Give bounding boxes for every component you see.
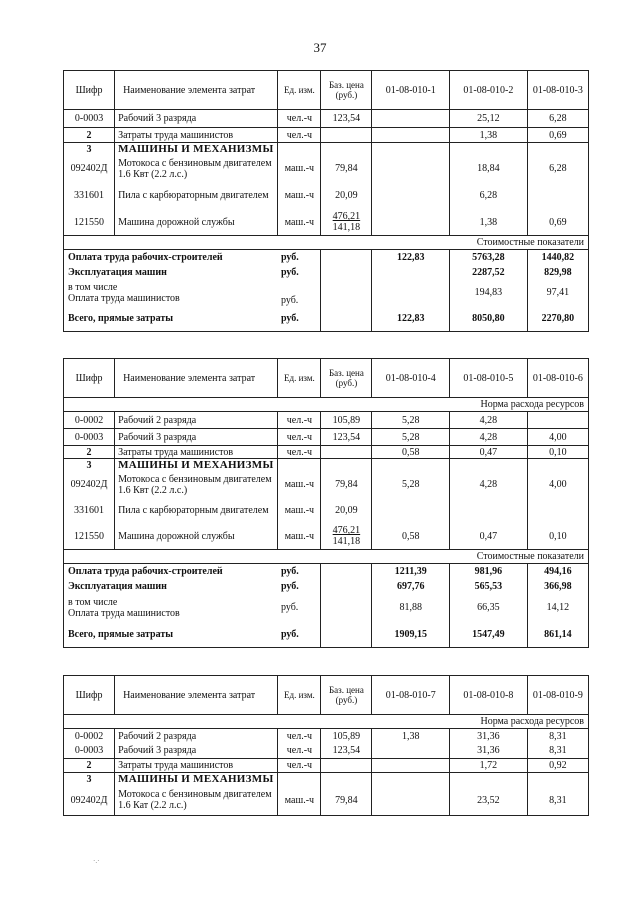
estimate-table-3: [63, 675, 589, 816]
table-row: 2 Затраты труда машинистов чел.-ч 1,38 0,69: [64, 128, 589, 143]
section-row: 3 МАШИНЫ И МЕХАНИЗМЫ: [64, 459, 589, 472]
estimate-table-2: [63, 358, 589, 648]
estimate-table-1: [63, 70, 589, 332]
table-row: 2 Затраты труда машинистов чел.-ч 0,58 0,47 0,10: [64, 446, 589, 459]
header-code: Шифр: [64, 359, 115, 398]
summary-row: Всего, прямые затраты руб. 1909,15 1547,49 861,14: [64, 622, 589, 648]
header-price: Баз. цена (руб.): [321, 676, 372, 715]
table-row: 0-0003 Рабочий 3 разряда чел.-ч 123,54 31,36 8,31: [64, 744, 589, 759]
section-title-row: Норма расхода ресурсов: [64, 715, 589, 729]
table-row: 121550 Машина дорожной службы маш.-ч 476,21 141,18 1,38 0,69: [64, 210, 589, 236]
header-col-9: 01-08-010-9: [527, 676, 588, 715]
table-row: 0-0002 Рабочий 2 разряда чел.-ч 105,89 5,28 4,28: [64, 412, 589, 429]
table-row: 331601 Пила с карбюраторным двигателем маш.-ч 20,09 6,28: [64, 182, 589, 210]
header-price: Баз. цена (руб.): [321, 71, 372, 110]
header-col-7: 01-08-010-7: [372, 676, 450, 715]
header-price: Баз. цена (руб.): [321, 359, 372, 398]
summary-row: в том числе Оплата труда машинистов руб. 81,88 66,35 14,12: [64, 594, 589, 622]
table-row: 0-0003 Рабочий 3 разряда чел.-ч 123,54 5,28 4,28 4,00: [64, 429, 589, 446]
header-col-1: 01-08-010-1: [372, 71, 450, 110]
table-header: [64, 359, 589, 398]
section-title-row: Стоимостные показатели: [64, 550, 589, 564]
scan-mark: ·.·: [93, 857, 100, 865]
table-header: [64, 71, 589, 110]
header-unit: Ед. изм.: [278, 676, 321, 715]
summary-row: Оплата труда рабочих-строителей руб. 122,83 5763,28 1440,82: [64, 250, 589, 266]
summary-row: Всего, прямые затраты руб. 122,83 8050,80 2270,80: [64, 306, 589, 332]
header-unit: Ед. изм.: [278, 359, 321, 398]
header-col-5: 01-08-010-5: [450, 359, 528, 398]
header-name: Наименование элемента затрат: [115, 676, 278, 715]
section-row: 3 МАШИНЫ И МЕХАНИЗМЫ: [64, 143, 589, 156]
header-unit: Ед. изм.: [278, 71, 321, 110]
header-col-4: 01-08-010-4: [372, 359, 450, 398]
summary-row: в том числе Оплата труда машинистов руб. 194,83 97,41: [64, 280, 589, 306]
section-title-row: Норма расхода ресурсов: [64, 398, 589, 412]
table-row: 2 Затраты труда машинистов чел.-ч 1,72 0,92: [64, 759, 589, 773]
header-name: Наименование элемента затрат: [115, 359, 278, 398]
header-col-8: 01-08-010-8: [450, 676, 528, 715]
table-header: [64, 676, 589, 715]
summary-row: Оплата труда рабочих-строителей руб. 1211,39 981,96 494,16: [64, 564, 589, 580]
table-row: 092402Д Мотокоса с бензиновым двигателем 1.6 Квт (2.2 л.с.) маш.-ч 79,84 18,84 6,28: [64, 156, 589, 182]
summary-row: Эксплуатация машин руб. 697,76 565,53 366,98: [64, 580, 589, 594]
header-name: Наименование элемента затрат: [115, 71, 278, 110]
header-col-3: 01-08-010-3: [527, 71, 588, 110]
section-title-row: Стоимостные показатели: [64, 236, 589, 250]
table-row: 121550 Машина дорожной службы маш.-ч 476,21 141,18 0,58 0,47 0,10: [64, 524, 589, 550]
header-code: Шифр: [64, 71, 115, 110]
table-row: 0-0003 Рабочий 3 разряда чел.-ч 123,54 25,12 6,28: [64, 110, 589, 128]
section-row: 3 МАШИНЫ И МЕХАНИЗМЫ: [64, 773, 589, 786]
table-row: 0-0002 Рабочий 2 разряда чел.-ч 105,89 1,38 31,36 8,31: [64, 729, 589, 744]
table-row: 092402Д Мотокоса с бензиновым двигателем 1.6 Кат (2.2 л.с.) маш.-ч 79,84 23,52 8,31: [64, 786, 589, 816]
header-code: Шифр: [64, 676, 115, 715]
table-row: 092402Д Мотокоса с бензиновым двигателем 1.6 Квт (2.2 л.с.) маш.-ч 79,84 5,28 4,28 4,00: [64, 472, 589, 498]
header-col-6: 01-08-010-6: [527, 359, 588, 398]
header-col-2: 01-08-010-2: [450, 71, 528, 110]
summary-row: Эксплуатация машин руб. 2287,52 829,98: [64, 266, 589, 280]
page-number: 37: [313, 40, 327, 55]
table-row: 331601 Пила с карбюраторным двигателем маш.-ч 20,09: [64, 498, 589, 524]
